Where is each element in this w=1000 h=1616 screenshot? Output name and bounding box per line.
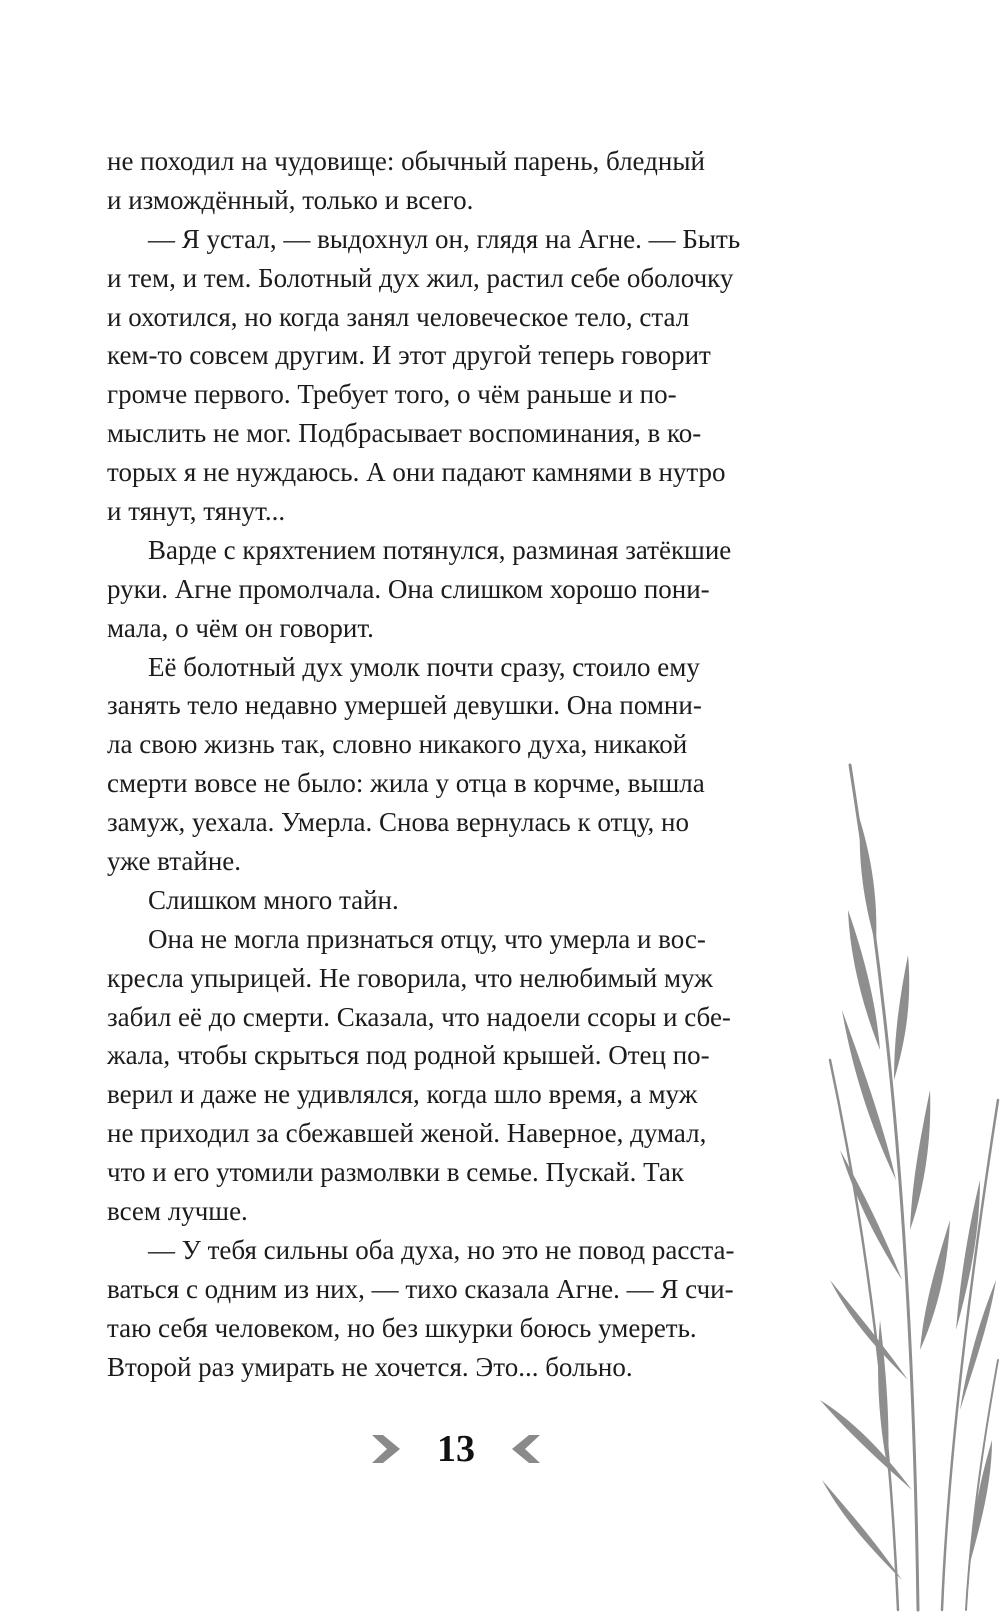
text-line: и охотился, но когда занял человеческое тело, стал	[107, 301, 690, 332]
text-line: ла свою жизнь так, словно никакого духа, никакой	[107, 729, 688, 760]
text-line: мыслить не мог. Подбрасывает воспоминания, в ко-	[107, 418, 702, 449]
text-line: — У тебя сильны оба духа, но это не повод расста-	[148, 1234, 735, 1265]
text-line: кем-то совсем другим. И этот другой теперь говорит	[107, 340, 711, 371]
text-line: не приходил за сбежавшей женой. Наверное, думал,	[107, 1118, 707, 1149]
text-line: торых я не нуждаюсь. А они падают камнями в нутро	[107, 457, 726, 488]
text-line: что и его утомили размолвки в семье. Пускай. Так	[107, 1157, 685, 1188]
text-line: занять тело недавно умершей девушки. Она помни-	[107, 690, 702, 721]
text-line: Её болотный дух умолк почти сразу, стоило ему	[148, 651, 700, 682]
text-line: громче первого. Требует того, о чём раньше и по-	[107, 379, 677, 410]
chevron-left-ornament-icon	[510, 1433, 542, 1465]
text-line: — Я устал, — выдохнул он, глядя на Агне. — Быть	[148, 223, 741, 254]
page-number-block	[370, 1424, 542, 1474]
text-line: таю себя человеком, но без шкурки боюсь умереть.	[107, 1312, 697, 1343]
text-line: не походил на чудовище: обычный парень, бледный	[107, 146, 705, 176]
text-line: руки. Агне промолчала. Она слишком хорошо пони-	[107, 573, 710, 604]
text-line: Второй раз умирать не хочется. Это... больно.	[107, 1351, 633, 1382]
text-line: замуж, уехала. Умерла. Снова вернулась к отцу, но	[107, 807, 689, 838]
text-line: всем лучше.	[107, 1196, 248, 1227]
text-line: Она не могла признаться отцу, что умерла и вос-	[148, 923, 706, 954]
text-line: Слишком много тайн.	[148, 884, 399, 915]
text-line: жала, чтобы скрыться под родной крышей. Отец по-	[107, 1040, 710, 1071]
text-line: и измождённый, только и всего.	[107, 184, 474, 215]
text-line: кресла упырицей. Не говорила, что нелюбимый муж	[107, 962, 713, 993]
text-line: мала, о чём он говорит.	[107, 612, 374, 643]
text-line: и тянут, тянут...	[107, 496, 286, 527]
text-line: ваться с одним из них, — тихо сказала Агне. — Я счи-	[107, 1273, 734, 1304]
page-body-text	[107, 142, 812, 1387]
grass-illustration	[820, 760, 1000, 1616]
page-number: 13	[437, 1428, 475, 1470]
text-line: верил и даже не удивлялся, когда шло время, а муж	[107, 1079, 698, 1110]
text-line: и тем, и тем. Болотный дух жил, растил себе оболочку	[107, 262, 734, 293]
text-line: забил её до смерти. Сказала, что надоели ссоры и сбе-	[107, 1001, 731, 1032]
text-line: уже втайне.	[107, 846, 241, 877]
text-line: Варде с кряхтением потянулся, разминая затёкшие	[148, 534, 732, 565]
text-line: смерти вовсе не было: жила у отца в корчме, вышла	[107, 768, 705, 799]
